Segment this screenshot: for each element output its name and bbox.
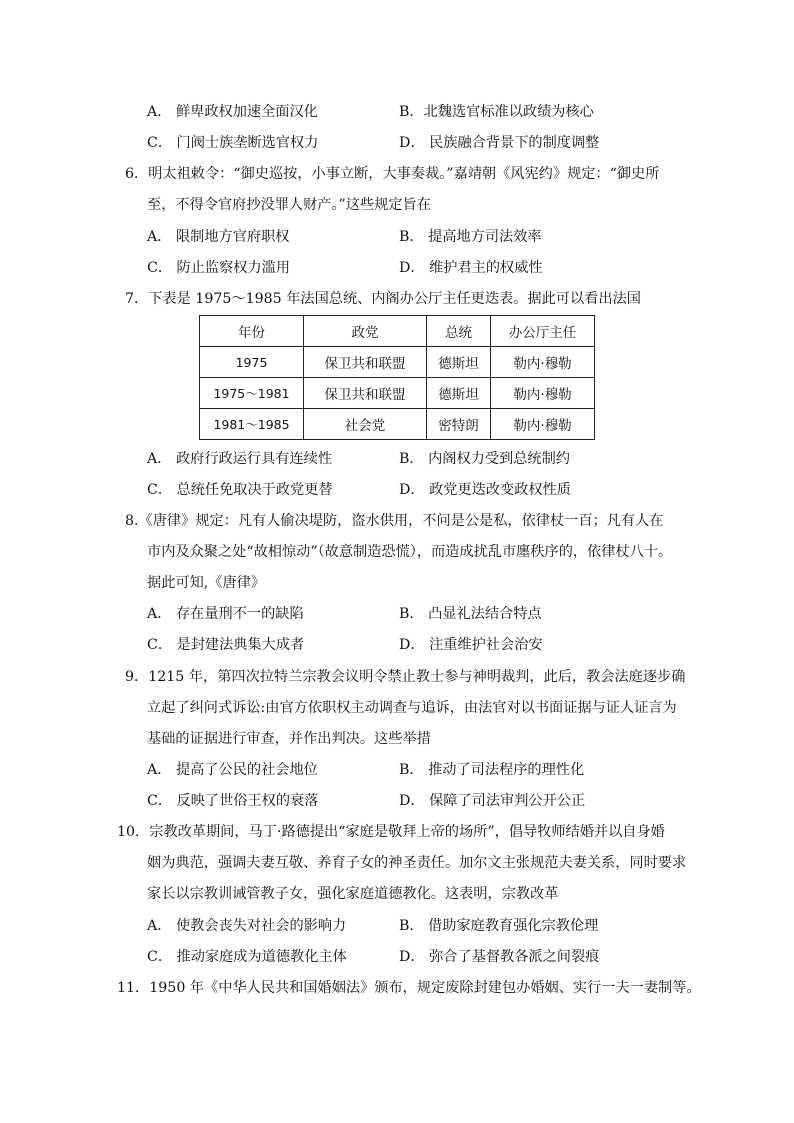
table-cell-party: 保卫共和联盟	[304, 347, 427, 378]
q6-option-a: A． 限制地方官府职权	[147, 229, 290, 245]
q7-option-d: D． 政党更迭改变政权性质	[399, 482, 571, 498]
table-cell-office-director: 勒内·穆勒	[491, 409, 595, 440]
q11-stem-line-1: 11．1950 年《中华人民共和国婚姻法》颁布，规定废除封建包办婚姻、实行一夫一妻制等。	[117, 980, 701, 996]
q9-option-a: A． 提高了公民的社会地位	[147, 762, 318, 778]
q5-option-a: A． 鲜卑政权加速全面汉化	[147, 104, 318, 120]
q8-stem-line-2: 市内及众聚之处“故相惊动”（故意制造恐慌），而造成扰乱市廛秩序的，依律杖八十。	[147, 544, 673, 560]
q5-option-c: C． 门阀士族垄断选官权力	[147, 135, 319, 151]
table-header-year: 年份	[200, 316, 304, 347]
q9-option-c: C． 反映了世俗王权的衰落	[147, 793, 319, 809]
table-header-party: 政党	[304, 316, 427, 347]
table-row	[200, 409, 595, 440]
q8-option-c: C． 是封建法典集大成者	[147, 637, 305, 653]
table-row	[200, 347, 595, 378]
q8-option-a: A． 存在量刑不一的缺陷	[147, 606, 304, 622]
q10-option-b: B． 借助家庭教育强化宗教伦理	[399, 918, 599, 934]
q8-option-d: D． 注重维护社会治安	[399, 637, 543, 653]
q10-option-d: D． 弥合了基督教各派之间裂痕	[399, 949, 600, 965]
q7-table	[199, 315, 595, 440]
q8-stem-line-1: 8.《唐律》规定：凡有人偷决堤防，盗水供用，不问是公是私，依律杖一百；凡有人在	[125, 513, 664, 529]
q10-stem-line-1: 10．宗教改革期间，马丁·路德提出“家庭是敬拜上帝的场所”，倡导牧师结婚并以自身婚	[117, 824, 665, 840]
q8-option-b: B． 凸显礼法结合特点	[399, 606, 542, 622]
q6-option-c: C． 防止监察权力滥用	[147, 260, 291, 276]
table-cell-president: 德斯坦	[427, 347, 491, 378]
q10-option-c: C． 推动家庭成为道德教化主体	[147, 949, 347, 965]
q6-stem-line-2: 至，不得令官府抄没罪人财产。”这些规定旨在	[147, 197, 431, 213]
table-cell-party: 社会党	[304, 409, 427, 440]
table-header-office-director: 办公厅主任	[491, 316, 595, 347]
table-cell-president: 密特朗	[427, 409, 491, 440]
table-cell-party: 保卫共和联盟	[304, 378, 427, 409]
table-cell-office-director: 勒内·穆勒	[491, 347, 595, 378]
q9-option-b: B． 推动了司法程序的理性化	[399, 762, 585, 778]
table-cell-year: 1981～1985	[200, 409, 304, 440]
q10-option-a: A． 使教会丧失对社会的影响力	[147, 918, 347, 934]
table-header-row	[200, 316, 595, 347]
q6-option-b: B． 提高地方司法效率	[399, 229, 542, 245]
q6-option-d: D． 维护君主的权威性	[399, 260, 543, 276]
q10-stem-line-2: 姻为典范，强调夫妻互敬、养育子女的神圣责任。加尔文主张规范夫妻关系，同时要求	[147, 855, 687, 871]
q9-stem-line-1: 9．1215 年，第四次拉特兰宗教会议明令禁止教士参与神明裁判，此后，教会法庭逐步确	[125, 669, 686, 685]
q7-stem-line-1: 7．下表是 1975～1985 年法国总统、内阁办公厅主任更迭表。据此可以看出法国	[125, 291, 641, 307]
table-cell-year: 1975～1981	[200, 378, 304, 409]
table-cell-year: 1975	[200, 347, 304, 378]
q9-option-d: D． 保障了司法审判公开公正	[399, 793, 586, 809]
table-header-president: 总统	[427, 316, 491, 347]
table-cell-office-director: 勒内·穆勒	[491, 378, 595, 409]
table-row	[200, 378, 595, 409]
q7-option-c: C． 总统任免取决于政党更替	[147, 482, 333, 498]
q6-stem-line-1: 6．明太祖敕令：“御史巡按，小事立断，大事奏裁。”嘉靖朝《风宪约》规定：“御史所	[125, 166, 660, 182]
q7-option-a: A． 政府行政运行具有连续性	[147, 451, 333, 467]
table-cell-president: 德斯坦	[427, 378, 491, 409]
q8-stem-line-3: 据此可知,《唐律》	[147, 575, 266, 591]
q9-stem-line-3: 基础的证据进行审查，并作出判决。这些举措	[147, 731, 431, 747]
q10-stem-line-3: 家长以宗教训诫管教子女，强化家庭道德教化。这表明，宗教改革	[147, 886, 559, 902]
q5-option-d: D． 民族融合背景下的制度调整	[399, 135, 600, 151]
q7-option-b: B． 内阁权力受到总统制约	[399, 451, 570, 467]
q9-stem-line-2: 立起了纠问式诉讼:由官方依职权主动调查与追诉，由法官对以书面证据与证人证言为	[147, 700, 677, 716]
q5-option-b: B．北魏选官标准以政绩为核心	[399, 104, 594, 120]
